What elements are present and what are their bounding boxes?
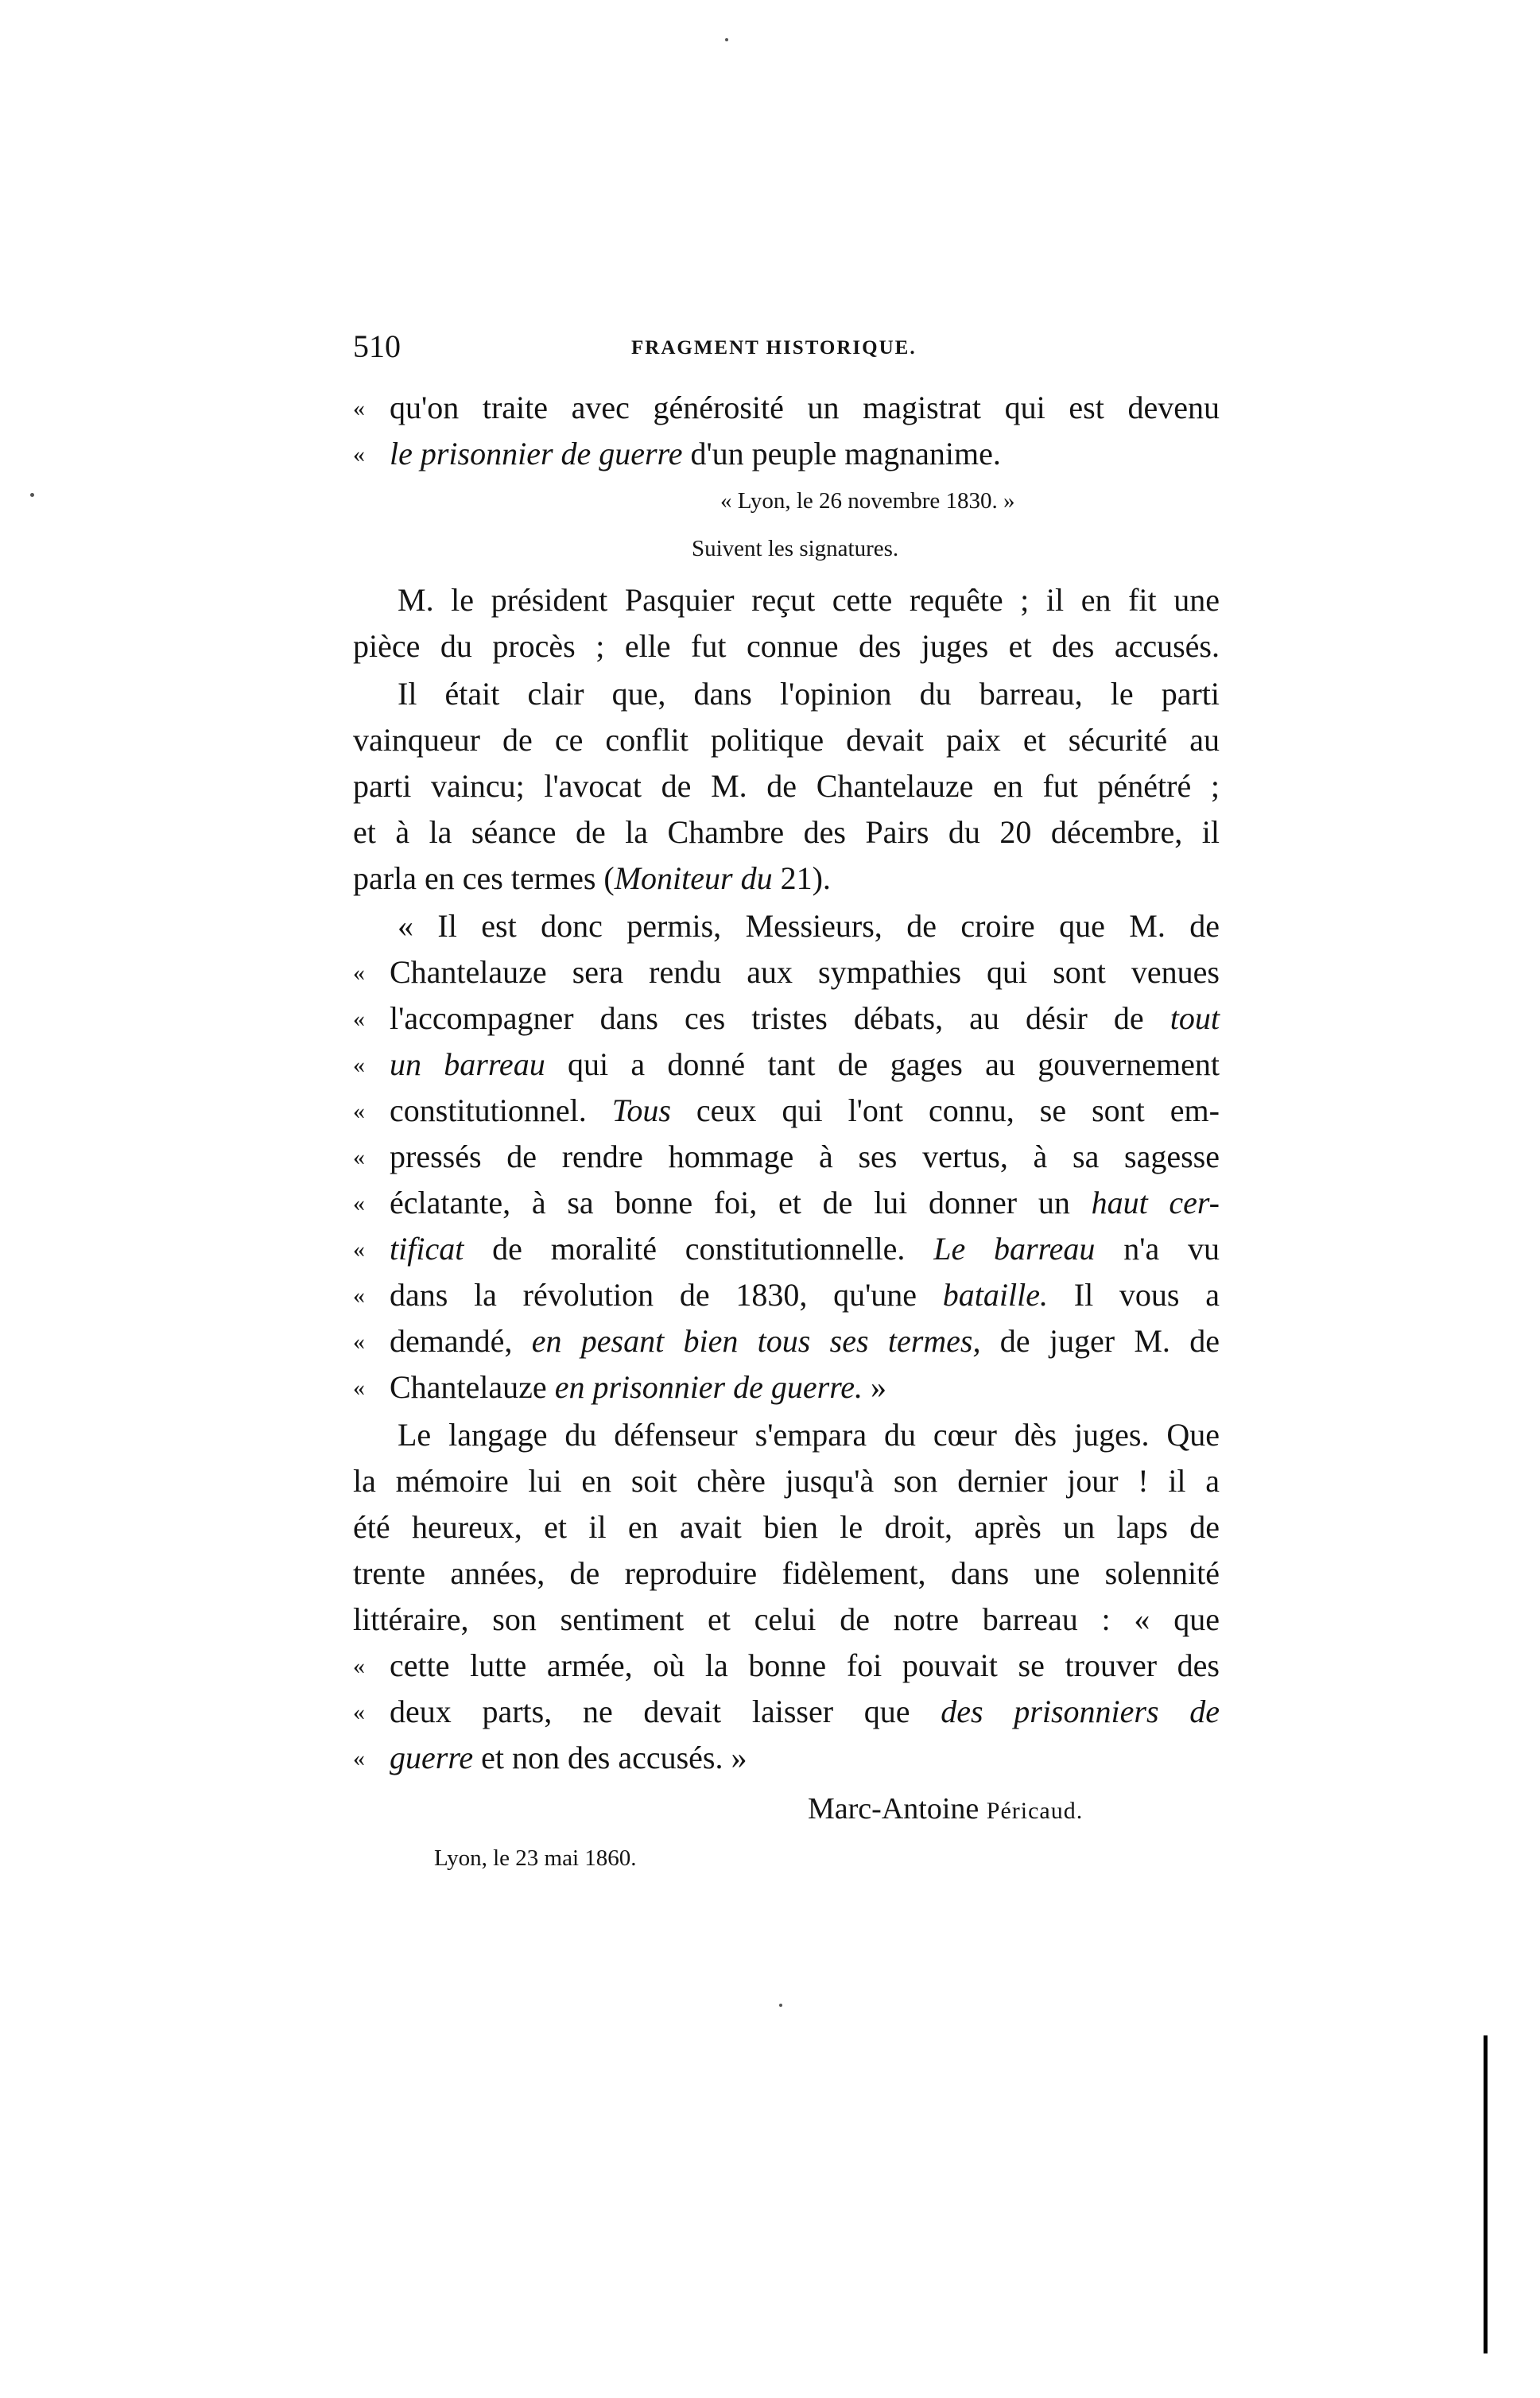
text-line: Il était clair que, dans l'opinion du barreau, le parti [398,676,1220,712]
text-line: parla en ces termes (Moniteur du 21). [353,860,831,896]
text-line: « constitutionnel. Tous ceux qui l'ont connu, se sont em- [353,1092,1220,1128]
scan-edge-line [1484,2035,1488,2353]
text-line: « éclatante, à sa bonne foi, et de lui donner un haut cer- [353,1185,1220,1220]
text-line: « l'accompagner dans ces tristes débats, au désir de tout [353,1000,1220,1036]
text-line: « qu'on traite avec générosité un magistrat qui est devenu [353,390,1220,425]
text-line: littéraire, son sentiment et celui de notre barreau : « que [353,1601,1220,1637]
text-line: « le prisonnier de guerre d'un peuple magnanime. [353,436,1001,471]
running-head: FRAGMENT HISTORIQUE. [631,337,917,359]
text-line: M. le président Pasquier reçut cette requête ; il en fit une [398,582,1220,618]
text-line: Le langage du défenseur s'empara du cœur dès juges. Que [398,1417,1220,1453]
text-line: « deux parts, ne devait laisser que des prisonniers de [353,1694,1220,1729]
text-line: « dans la révolution de 1830, qu'une bataille. Il vous a [353,1277,1220,1313]
text-line: « Chantelauze sera rendu aux sympathies qui sont venues [353,954,1220,990]
quote-mark: « [353,441,365,468]
text-line: « Chantelauze en prisonnier de guerre. » [353,1369,887,1405]
text-line: pièce du procès ; elle fut connue des juges et des accusés. [353,628,1220,664]
text-line: vainqueur de ce conflit politique devait paix et sécurité au [353,722,1220,758]
text-line: trente années, de reproduire fidèlement, dans une solennité [353,1555,1220,1591]
text-line: « guerre et non des accusés. » [353,1740,747,1775]
text-line: « tificat de moralité constitutionnelle. Le barreau n'a vu [353,1231,1220,1267]
dateline-lyon-1860: Lyon, le 23 mai 1860. [434,1845,637,1871]
text-line: la mémoire lui en soit chère jusqu'à son dernier jour ! il a [353,1463,1220,1499]
page-number: 510 [353,328,401,364]
text-line: « un barreau qui a donné tant de gages au gouvernement [353,1046,1220,1082]
text-line: « pressés de rendre hommage à ses vertus, à sa sagesse [353,1139,1220,1174]
text-line: parti vaincu; l'avocat de M. de Chantelauze en fut pénétré ; [353,768,1220,804]
dateline-lyon-1830: « Lyon, le 26 novembre 1830. » [720,488,1015,514]
scan-speck [30,493,34,497]
page-header [353,328,1220,372]
scan-speck [779,2004,782,2007]
text-line: « Il est donc permis, Messieurs, de croire que M. de [398,908,1220,944]
signatures-note: Suivent les signatures. [692,536,899,561]
text-line: « cette lutte armée, où la bonne foi pouvait se trouver des [353,1647,1220,1683]
quote-mark: « [353,395,365,421]
text-line: « demandé, en pesant bien tous ses termes, de juger M. de [353,1323,1220,1359]
text-line: été heureux, et il en avait bien le droit, après un laps de [353,1509,1220,1545]
scan-speck [725,38,728,41]
author-signature: Marc-Antoine Péricaud. [808,1792,1084,1826]
text-line: et à la séance de la Chambre des Pairs du 20 décembre, il [353,814,1220,850]
